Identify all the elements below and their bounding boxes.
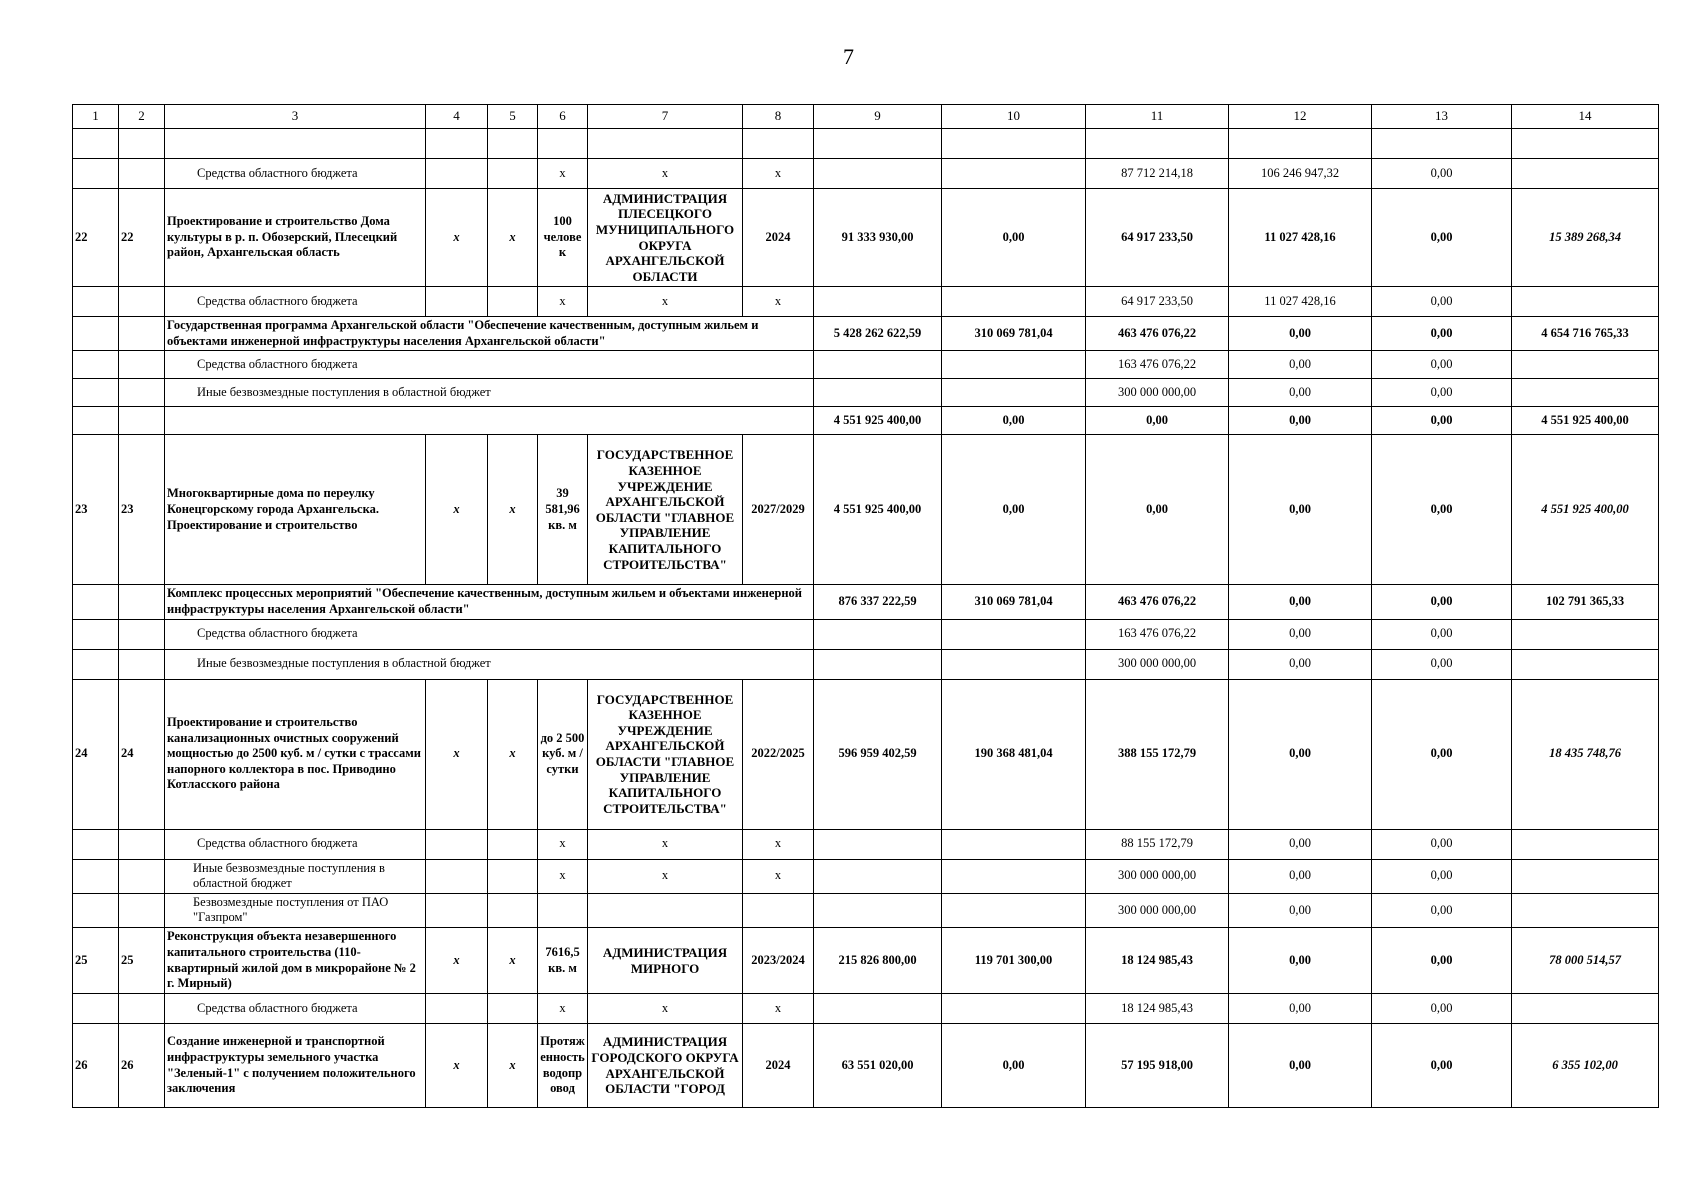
cell: 18 435 748,76 bbox=[1512, 679, 1659, 829]
table-row bbox=[73, 994, 1659, 1024]
row-number: 22 bbox=[119, 189, 165, 287]
cell: 310 069 781,04 bbox=[942, 585, 1086, 619]
cell: 300 000 000,00 bbox=[1086, 379, 1229, 407]
cell: 596 959 402,59 bbox=[814, 679, 942, 829]
cell: 6 355 102,00 bbox=[1512, 1024, 1659, 1108]
row-name: Средства областного бюджета bbox=[165, 287, 426, 317]
cell: 2027/2029 bbox=[743, 435, 814, 585]
header-row bbox=[73, 105, 1659, 129]
cell: х bbox=[588, 859, 743, 893]
header-cell: 4 bbox=[426, 105, 488, 129]
cell: 78 000 514,57 bbox=[1512, 928, 1659, 994]
cell: 0,00 bbox=[1229, 994, 1372, 1024]
cell: 0,00 bbox=[1372, 435, 1512, 585]
cell: х bbox=[538, 159, 588, 189]
cell: 0,00 bbox=[942, 435, 1086, 585]
table-row bbox=[73, 435, 1659, 585]
cell: 106 246 947,32 bbox=[1229, 159, 1372, 189]
cell: 100 человек bbox=[538, 189, 588, 287]
cell: х bbox=[426, 1024, 488, 1108]
cell: х bbox=[538, 994, 588, 1024]
header-cell: 7 bbox=[588, 105, 743, 129]
cell: х bbox=[588, 287, 743, 317]
cell: 0,00 bbox=[1229, 435, 1372, 585]
cell: 0,00 bbox=[1086, 435, 1229, 585]
row-name: Средства областного бюджета bbox=[165, 159, 426, 189]
cell: 0,00 bbox=[1229, 859, 1372, 893]
table-row bbox=[73, 287, 1659, 317]
row-name: Многоквартирные дома по переулку Конецгорскому города Архангельска. Проектирование и строительство bbox=[165, 435, 426, 585]
cell: 0,00 bbox=[1372, 585, 1512, 619]
row-name: Средства областного бюджета bbox=[165, 351, 814, 379]
cell: 7616,5 кв. м bbox=[538, 928, 588, 994]
cell: 91 333 930,00 bbox=[814, 189, 942, 287]
cell: 0,00 bbox=[1372, 893, 1512, 927]
cell: 0,00 bbox=[1086, 407, 1229, 435]
cell: 87 712 214,18 bbox=[1086, 159, 1229, 189]
cell: 11 027 428,16 bbox=[1229, 189, 1372, 287]
cell: 119 701 300,00 bbox=[942, 928, 1086, 994]
cell: 0,00 bbox=[1372, 649, 1512, 679]
cell: 2024 bbox=[743, 189, 814, 287]
organization: ГОСУДАРСТВЕННОЕ КАЗЕННОЕ УЧРЕЖДЕНИЕ АРХАНГЕЛЬСКОЙ ОБЛАСТИ "ГЛАВНОЕ УПРАВЛЕНИЕ КАПИТАЛЬНОГО СТРОИТЕЛЬСТВА" bbox=[588, 435, 743, 585]
cell: х bbox=[538, 829, 588, 859]
row-name: Проектирование и строительство Дома культуры в р. п. Обозерский, Плесецкий район, Архангельская область bbox=[165, 189, 426, 287]
header-cell: 5 bbox=[488, 105, 538, 129]
row-name: Средства областного бюджета bbox=[165, 994, 426, 1024]
table-row bbox=[73, 893, 1659, 927]
cell: 0,00 bbox=[1229, 1024, 1372, 1108]
row-name: Реконструкция объекта незавершенного капитального строительства (110-квартирный жилой дом в микрорайоне № 2 г. Мирный) bbox=[165, 928, 426, 994]
cell: 4 654 716 765,33 bbox=[1512, 317, 1659, 351]
cell: 5 428 262 622,59 bbox=[814, 317, 942, 351]
cell: 0,00 bbox=[1372, 928, 1512, 994]
header-cell: 2 bbox=[119, 105, 165, 129]
organization: АДМИНИСТРАЦИЯ МИРНОГО bbox=[588, 928, 743, 994]
cell: 64 917 233,50 bbox=[1086, 287, 1229, 317]
cell: 0,00 bbox=[1229, 585, 1372, 619]
cell: х bbox=[743, 287, 814, 317]
table-row bbox=[73, 189, 1659, 287]
table-row bbox=[73, 351, 1659, 379]
header-cell: 3 bbox=[165, 105, 426, 129]
header-cell: 13 bbox=[1372, 105, 1512, 129]
cell: 0,00 bbox=[1372, 407, 1512, 435]
cell: х bbox=[426, 435, 488, 585]
table-row bbox=[73, 317, 1659, 351]
cell: 215 826 800,00 bbox=[814, 928, 942, 994]
table-row bbox=[73, 1024, 1659, 1108]
table-row bbox=[73, 679, 1659, 829]
row-number: 22 bbox=[73, 189, 119, 287]
cell: 300 000 000,00 bbox=[1086, 859, 1229, 893]
cell: 0,00 bbox=[1372, 287, 1512, 317]
program-title: Государственная программа Архангельской области "Обеспечение качественным, доступным жильем и объектами инженерной инфраструктуры населения Архангельской области" bbox=[165, 317, 814, 351]
cell: 163 476 076,22 bbox=[1086, 351, 1229, 379]
cell: 876 337 222,59 bbox=[814, 585, 942, 619]
page-number: 7 bbox=[843, 44, 854, 69]
header-cell: 14 bbox=[1512, 105, 1659, 129]
cell: 2023/2024 bbox=[743, 928, 814, 994]
cell: 18 124 985,43 bbox=[1086, 928, 1229, 994]
header-cell: 8 bbox=[743, 105, 814, 129]
row-number: 26 bbox=[119, 1024, 165, 1108]
header-cell: 9 bbox=[814, 105, 942, 129]
cell: 15 389 268,34 bbox=[1512, 189, 1659, 287]
cell: х bbox=[743, 859, 814, 893]
table-row bbox=[73, 379, 1659, 407]
program-title: Комплекс процессных мероприятий "Обеспечение качественным, доступным жильем и объектами инженерной инфраструктуры населения Архангельской области" bbox=[165, 585, 814, 619]
cell: х bbox=[426, 928, 488, 994]
cell: 0,00 bbox=[1372, 679, 1512, 829]
cell: 4 551 925 400,00 bbox=[1512, 407, 1659, 435]
cell: х bbox=[426, 189, 488, 287]
cell: 0,00 bbox=[1372, 859, 1512, 893]
table-row bbox=[73, 585, 1659, 619]
cell: х bbox=[426, 679, 488, 829]
row-name: Средства областного бюджета bbox=[165, 829, 426, 859]
cell: 4 551 925 400,00 bbox=[814, 435, 942, 585]
cell: 0,00 bbox=[1372, 994, 1512, 1024]
cell: х bbox=[743, 159, 814, 189]
row-name: Иные безвозмездные поступления в областной бюджет bbox=[165, 859, 426, 893]
cell: 463 476 076,22 bbox=[1086, 585, 1229, 619]
cell: х bbox=[588, 994, 743, 1024]
table-row-total bbox=[73, 407, 1659, 435]
cell: 57 195 918,00 bbox=[1086, 1024, 1229, 1108]
table-row bbox=[73, 159, 1659, 189]
row-number: 24 bbox=[119, 679, 165, 829]
row-name: Безвозмездные поступления от ПАО "Газпром" bbox=[165, 893, 426, 927]
row-name: Создание инженерной и транспортной инфраструктуры земельного участка "Зеленый-1" с получением положительного заключения bbox=[165, 1024, 426, 1108]
header-cell: 12 bbox=[1229, 105, 1372, 129]
organization: АДМИНИСТРАЦИЯ ГОРОДСКОГО ОКРУГА АРХАНГЕЛЬСКОЙ ОБЛАСТИ "ГОРОД bbox=[588, 1024, 743, 1108]
cell: х bbox=[488, 189, 538, 287]
row-name: Иные безвозмездные поступления в областной бюджет bbox=[165, 379, 814, 407]
cell: 88 155 172,79 bbox=[1086, 829, 1229, 859]
cell: 310 069 781,04 bbox=[942, 317, 1086, 351]
cell: х bbox=[743, 994, 814, 1024]
table-row bbox=[73, 829, 1659, 859]
cell: до 2 500 куб. м / сутки bbox=[538, 679, 588, 829]
cell: 0,00 bbox=[942, 1024, 1086, 1108]
cell: 18 124 985,43 bbox=[1086, 994, 1229, 1024]
header-cell: 6 bbox=[538, 105, 588, 129]
cell: 0,00 bbox=[942, 189, 1086, 287]
cell: 0,00 bbox=[1229, 829, 1372, 859]
header-cell: 11 bbox=[1086, 105, 1229, 129]
cell: 0,00 bbox=[1229, 893, 1372, 927]
cell: х bbox=[538, 287, 588, 317]
cell: 0,00 bbox=[1229, 379, 1372, 407]
cell: 63 551 020,00 bbox=[814, 1024, 942, 1108]
row-number: 23 bbox=[119, 435, 165, 585]
cell: 0,00 bbox=[1372, 1024, 1512, 1108]
cell: 64 917 233,50 bbox=[1086, 189, 1229, 287]
cell: 0,00 bbox=[1372, 351, 1512, 379]
row-number: 26 bbox=[73, 1024, 119, 1108]
cell: 0,00 bbox=[1229, 351, 1372, 379]
cell: х bbox=[743, 829, 814, 859]
cell: 0,00 bbox=[1229, 407, 1372, 435]
row-number: 24 bbox=[73, 679, 119, 829]
cell: 300 000 000,00 bbox=[1086, 893, 1229, 927]
table-row bbox=[73, 859, 1659, 893]
cell: 190 368 481,04 bbox=[942, 679, 1086, 829]
organization: АДМИНИСТРАЦИЯ ПЛЕСЕЦКОГО МУНИЦИПАЛЬНОГО ОКРУГА АРХАНГЕЛЬСКОЙ ОБЛАСТИ bbox=[588, 189, 743, 287]
cell: 0,00 bbox=[1229, 619, 1372, 649]
cell: х bbox=[538, 859, 588, 893]
cell: 102 791 365,33 bbox=[1512, 585, 1659, 619]
cell: х bbox=[488, 928, 538, 994]
cell: 163 476 076,22 bbox=[1086, 619, 1229, 649]
header-cell: 10 bbox=[942, 105, 1086, 129]
cell: 4 551 925 400,00 bbox=[1512, 435, 1659, 585]
cell: 0,00 bbox=[1372, 829, 1512, 859]
table-row-empty bbox=[73, 129, 1659, 159]
row-name: Средства областного бюджета bbox=[165, 619, 814, 649]
header-cell: 1 bbox=[73, 105, 119, 129]
row-name: Иные безвозмездные поступления в областной бюджет bbox=[165, 649, 814, 679]
organization: ГОСУДАРСТВЕННОЕ КАЗЕННОЕ УЧРЕЖДЕНИЕ АРХАНГЕЛЬСКОЙ ОБЛАСТИ "ГЛАВНОЕ УПРАВЛЕНИЕ КАПИТАЛЬНОГО СТРОИТЕЛЬСТВА" bbox=[588, 679, 743, 829]
cell: х bbox=[588, 159, 743, 189]
cell: 0,00 bbox=[1229, 928, 1372, 994]
cell: 300 000 000,00 bbox=[1086, 649, 1229, 679]
cell: 4 551 925 400,00 bbox=[814, 407, 942, 435]
table-row bbox=[73, 649, 1659, 679]
cell: 0,00 bbox=[942, 407, 1086, 435]
cell: 0,00 bbox=[1372, 619, 1512, 649]
row-name: Проектирование и строительство канализационных очистных сооружений мощностью до 2500 куб. м / сутки с трассами напорного коллектора в пос. Приводино Котласского района bbox=[165, 679, 426, 829]
cell: х bbox=[488, 1024, 538, 1108]
table-row bbox=[73, 928, 1659, 994]
cell: 0,00 bbox=[1372, 189, 1512, 287]
cell: 0,00 bbox=[1229, 679, 1372, 829]
cell: х bbox=[588, 829, 743, 859]
cell: Протяженность водопровод bbox=[538, 1024, 588, 1108]
budget-table bbox=[72, 104, 1659, 1108]
cell: х bbox=[488, 435, 538, 585]
cell: 0,00 bbox=[1229, 649, 1372, 679]
cell: х bbox=[488, 679, 538, 829]
row-number: 25 bbox=[119, 928, 165, 994]
cell: 463 476 076,22 bbox=[1086, 317, 1229, 351]
row-number: 25 bbox=[73, 928, 119, 994]
cell: 2022/2025 bbox=[743, 679, 814, 829]
cell: 0,00 bbox=[1372, 317, 1512, 351]
table-row bbox=[73, 619, 1659, 649]
cell: 2024 bbox=[743, 1024, 814, 1108]
cell: 0,00 bbox=[1372, 379, 1512, 407]
cell: 11 027 428,16 bbox=[1229, 287, 1372, 317]
cell: 388 155 172,79 bbox=[1086, 679, 1229, 829]
cell: 39 581,96 кв. м bbox=[538, 435, 588, 585]
cell: 0,00 bbox=[1372, 159, 1512, 189]
cell: 0,00 bbox=[1229, 317, 1372, 351]
row-number: 23 bbox=[73, 435, 119, 585]
